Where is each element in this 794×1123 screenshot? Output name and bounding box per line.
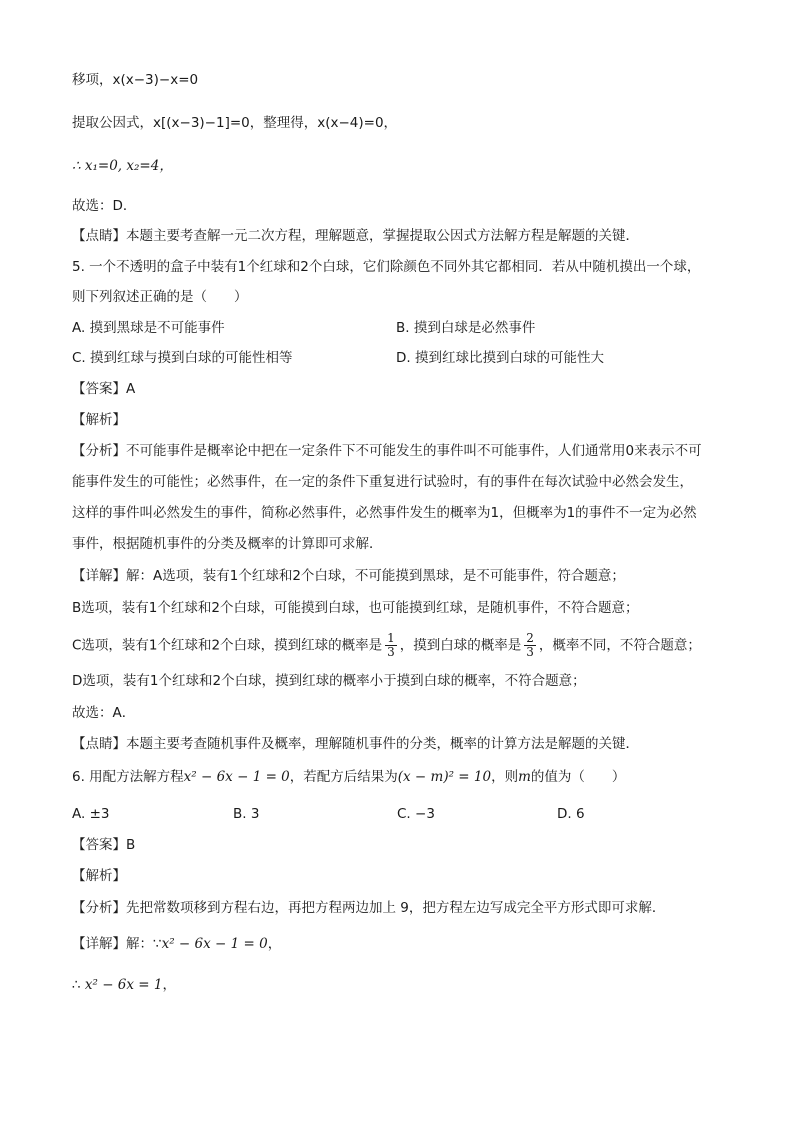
option-text: D. 摸到红球比摸到白球的可能性大 — [396, 350, 604, 366]
fraction-denominator: 3 — [526, 645, 534, 659]
comment-5 — [72, 734, 639, 754]
detail-text: 【详解】解：A选项，装有1个红球和2个白球，不可能摸到黑球，是不可能事件，符合题意； — [72, 568, 625, 584]
answer-5 — [72, 379, 135, 399]
math-variable: m — [518, 769, 531, 785]
question-5-option-a — [72, 318, 225, 338]
text-line-roots — [72, 156, 173, 176]
analysis-text: 这样的事件叫必然发生的事件，简称必然事件，必然事件发生的概率为1，但概率为1的事件不一定为必然 — [72, 505, 697, 521]
option-text: D. 6 — [557, 806, 585, 822]
analysis-text: 【分析】不可能事件是概率论中把在一定条件下不可能发生的事件叫不可能事件，人们通常用0来表示不可 — [72, 443, 702, 459]
question-text: 则下列叙述正确的是（ ） — [72, 289, 248, 305]
detail-5-line1 — [72, 566, 625, 586]
analysis-text: 事件，根据随机事件的分类及概率的计算即可求解． — [72, 536, 383, 552]
option-text: B. 摸到白球是必然事件 — [396, 320, 536, 336]
answer-6 — [72, 835, 135, 855]
detail-text: ∴ — [72, 977, 81, 993]
detail-text: ， — [162, 977, 176, 993]
question-6-option-b — [233, 804, 259, 824]
analysis-5-line4 — [72, 534, 383, 554]
question-text: 的值为（ ） — [530, 769, 626, 785]
answer-text: 【答案】B — [72, 837, 136, 853]
question-6-option-c — [397, 804, 435, 824]
question-text: ，若配方后结果为 — [289, 769, 398, 785]
analysis-text: 能事件发生的可能性；必然事件，在一定的条件下重复进行试验时，有的事件在每次试验中必然会发生， — [72, 474, 693, 490]
fraction-numerator: 1 — [387, 631, 395, 645]
math-expression: 提取公因式，x[(x−3)−1]=0，整理得，x(x−4)=0， — [72, 115, 398, 131]
question-text: ，则 — [491, 769, 519, 785]
comment-text: 【点睛】本题主要考查解一元二次方程，理解题意，掌握提取公因式方法解方程是解题的关键． — [72, 228, 639, 244]
question-5-stem-line1 — [72, 257, 700, 277]
detail-6-line2 — [72, 975, 176, 995]
detail-5-line3 — [72, 632, 701, 659]
math-expression: x² − 6x − 1 = 0 — [183, 769, 290, 785]
choose-5 — [72, 703, 135, 723]
detail-6-line1 — [72, 934, 281, 954]
detail-5-line4 — [72, 671, 586, 691]
answer-choice-text: 故选：A． — [72, 705, 136, 721]
analysis-text: 【分析】先把常数项移到方程右边，再把方程两边加上 9，把方程左边写成完全平方形式即可求解． — [72, 900, 666, 916]
math-expression: 移项，x(x−3)−x=0 — [72, 72, 199, 88]
text-line-comment-4 — [72, 226, 639, 246]
detail-text: ， — [267, 936, 282, 952]
detail-text: B选项，装有1个红球和2个白球，可能摸到白球，也可能摸到红球，是随机事件，不符合题意； — [72, 600, 639, 616]
analysis-5-line1 — [72, 441, 702, 461]
text-line-move-term — [72, 70, 198, 90]
analysis-6-heading — [72, 866, 126, 886]
option-text: A. 摸到黑球是不可能事件 — [72, 320, 225, 336]
question-6-option-a — [72, 804, 109, 824]
comment-text: 【点睛】本题主要考查随机事件及概率，理解随机事件的分类，概率的计算方法是解题的关键． — [72, 736, 639, 752]
analysis-6-line1 — [72, 898, 665, 918]
question-5-option-d — [396, 348, 604, 368]
analysis-5-line2 — [72, 472, 693, 492]
question-5-option-b — [396, 318, 535, 338]
question-6-option-d — [557, 804, 585, 824]
detail-text: 【详解】解：∵ — [72, 936, 162, 952]
heading-text: 【解析】 — [72, 868, 126, 884]
heading-text: 【解析】 — [72, 412, 126, 428]
detail-text: D选项，装有1个红球和2个白球，摸到红球的概率小于摸到白球的概率，不符合题意； — [72, 673, 586, 689]
detail-text: ，概率不同，不符合题意； — [538, 637, 701, 654]
question-text: 6. 用配方法解方程 — [72, 769, 184, 785]
math-expression: (x − m)² = 10 — [397, 769, 492, 785]
option-text: C. 摸到红球与摸到白球的可能性相等 — [72, 350, 293, 366]
detail-text: ，摸到白球的概率是 — [399, 637, 522, 654]
question-5-stem-line2 — [72, 287, 248, 307]
analysis-5-line3 — [72, 503, 697, 523]
fraction-two-thirds — [524, 632, 536, 659]
option-text: B. 3 — [233, 806, 260, 822]
option-text: C. −3 — [397, 806, 435, 822]
question-text: 5. 一个不透明的盒子中装有1个红球和2个白球，它们除颜色不同外其它都相同．若从中随机摸出一个球， — [72, 259, 701, 275]
question-6-stem — [72, 767, 625, 787]
fraction-denominator: 3 — [387, 645, 395, 659]
fraction-numerator: 2 — [526, 631, 534, 645]
fraction-one-third — [385, 632, 397, 659]
detail-text: C选项，装有1个红球和2个白球，摸到红球的概率是 — [72, 637, 383, 654]
answer-choice-text: 故选：D． — [72, 198, 137, 214]
answer-text: 【答案】A — [72, 381, 136, 397]
math-expression: x² − 6x − 1 = 0 — [161, 936, 268, 952]
math-expression: ∴ x₁=0, x₂=4， — [72, 158, 173, 174]
analysis-5-heading — [72, 410, 126, 430]
option-text: A. ±3 — [72, 806, 110, 822]
text-line-choose-d — [72, 196, 136, 216]
question-5-option-c — [72, 348, 293, 368]
math-expression: x² − 6x = 1 — [84, 977, 163, 993]
text-line-factor — [72, 113, 397, 133]
detail-5-line2 — [72, 598, 638, 618]
